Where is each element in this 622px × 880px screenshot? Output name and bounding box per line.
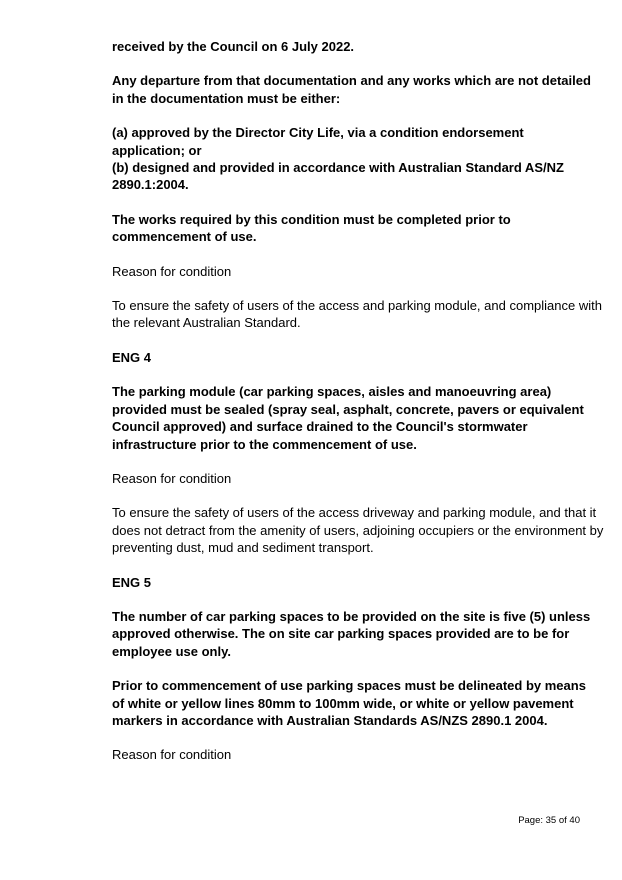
text-line: Reason for condition — [112, 747, 232, 763]
text-line: commencement of use. — [112, 229, 257, 245]
reason-heading — [112, 263, 582, 280]
text-line: The works required by this condition must be completed prior to — [112, 211, 511, 227]
text-line: To ensure the safety of users of the access and parking module, and compliance with — [112, 298, 602, 314]
reason-heading — [112, 746, 582, 763]
text-line: (a) approved by the Director City Life, via a condition endorsement — [112, 125, 524, 141]
section-heading-eng5 — [112, 574, 582, 591]
paragraph-reason-amenity — [112, 504, 604, 556]
text-line: Any departure from that documentation and any works which are not detailed — [112, 73, 591, 89]
paragraph-received — [112, 38, 582, 55]
paragraph-parking-spaces — [112, 608, 591, 660]
text-line: The number of car parking spaces to be provided on the site is five (5) unless — [112, 608, 591, 624]
text-line: infrastructure prior to the commencement of use. — [112, 436, 417, 452]
text-line: ENG 5 — [112, 574, 152, 590]
paragraph-line-marking — [112, 677, 586, 729]
text-line: approved otherwise. The on site car parking spaces provided are to be for — [112, 626, 570, 642]
paragraph-works-completion — [112, 211, 582, 246]
text-line: 2890.1:2004. — [112, 177, 189, 193]
section-heading-eng4 — [112, 349, 582, 366]
text-line: Prior to commencement of use parking spaces must be delineated by means — [112, 678, 586, 694]
text-line: application; or — [112, 142, 202, 158]
document-body — [112, 38, 604, 781]
paragraph-reason-safety — [112, 297, 602, 332]
text-line: preventing dust, mud and sediment transport. — [112, 540, 374, 556]
text-line: provided must be sealed (spray seal, asphalt, concrete, pavers or equivalent — [112, 401, 584, 417]
text-line: employee use only. — [112, 643, 231, 659]
text-line: Reason for condition — [112, 263, 232, 279]
text-line: in the documentation must be either: — [112, 90, 341, 106]
text-line: ENG 4 — [112, 349, 152, 365]
text-line: To ensure the safety of users of the access driveway and parking module, and that it — [112, 505, 597, 521]
text-line: received by the Council on 6 July 2022. — [112, 39, 355, 54]
paragraph-approval-options — [112, 124, 582, 194]
text-line: Reason for condition — [112, 470, 232, 486]
page-number: Page: 35 of 40 — [518, 815, 580, 826]
text-line: markers in accordance with Australian Standards AS/NZS 2890.1 2004. — [112, 712, 548, 728]
text-line: Council approved) and surface drained to the Council's stormwater — [112, 419, 528, 435]
reason-heading — [112, 470, 582, 487]
paragraph-departure — [112, 72, 591, 107]
text-line: the relevant Australian Standard. — [112, 315, 301, 331]
text-line: The parking module (car parking spaces, aisles and manoeuvring area) — [112, 384, 552, 400]
text-line: does not detract from the amenity of users, adjoining occupiers or the environment by — [112, 522, 604, 538]
paragraph-parking-module — [112, 383, 582, 453]
text-line: (b) designed and provided in accordance with Australian Standard AS/NZ — [112, 160, 564, 176]
text-line: of white or yellow lines 80mm to 100mm wide, or white or yellow pavement — [112, 695, 574, 711]
